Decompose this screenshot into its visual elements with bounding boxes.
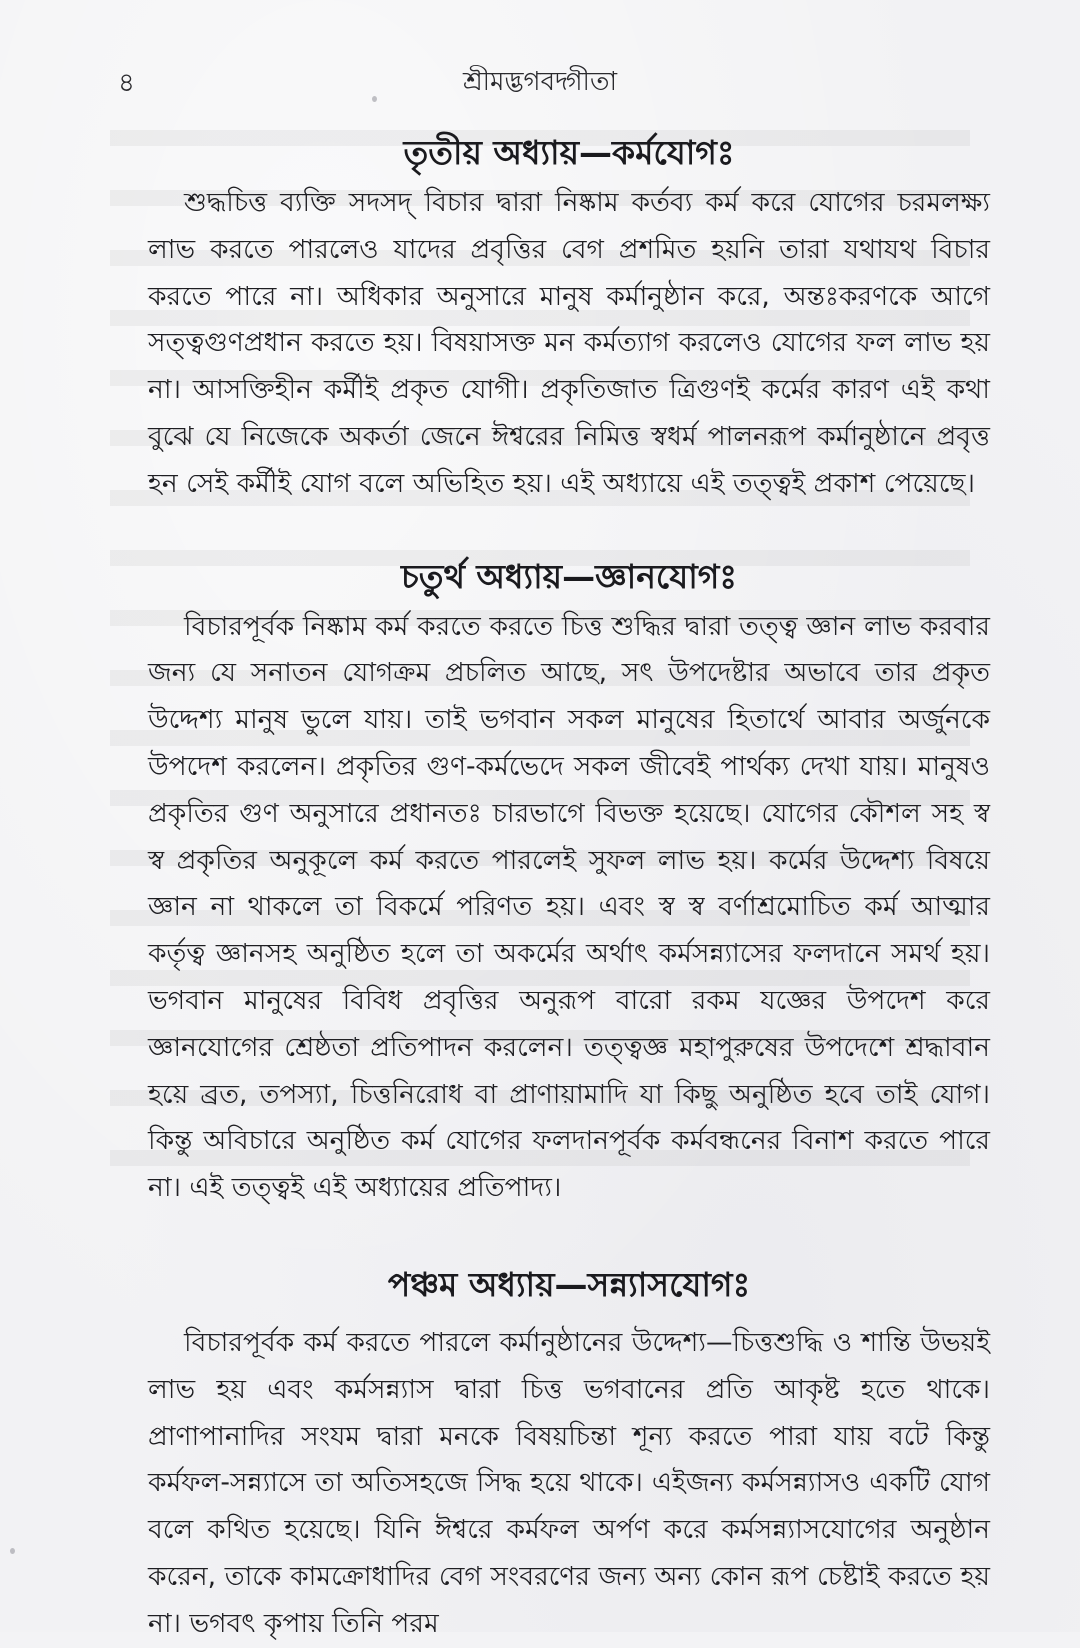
page-content [148, 130, 990, 1648]
chapter-4-section [148, 554, 990, 1212]
chapter-5-section [148, 1262, 990, 1648]
running-header: শ্রীমদ্ভগবদ্গীতা [462, 67, 618, 97]
chapter-heading: তৃতীয় অধ্যায়—কর্মযোগঃ [403, 133, 735, 172]
chapter-3-section [148, 130, 990, 508]
chapter-summary-paragraph: বিচারপূর্বক নিষ্কাম কর্ম করতে করতে চিত্ত শুদ্ধির দ্বারা তত্ত্ব জ্ঞান লাভ করবার জন্য যে সনাতন যোগক্রম প্রচলিত আছে, সৎ উপদেষ্টার অভাবে তার প্রকৃত উদ্দেশ্য মানুষ ভুলে যায়। তাই ভগবান সকল মানুষের হিতার্থে আবার অর্জুনকে উপদেশ করলেন। প্রকৃতির গুণ-কর্মভেদে সকল জীবেই পার্থক্য দেখা যায়। মানুষও প্রকৃতির গুণ অনুসারে প্রধানতঃ চারভাগে বিভক্ত হয়েছে। যোগের কৌশল সহ স্ব স্ব প্রকৃতির অনুকূলে কর্ম করতে পারলেই সুফল লাভ হয়। কর্মের উদ্দেশ্য বিষয়ে জ্ঞান না থাকলে তা বিকর্মে পরিণত হয়। এবং স্ব স্ব বর্ণাশ্রমোচিত কর্ম আত্মার কর্তৃত্ব জ্ঞানসহ অনুষ্ঠিত হলে তা অকর্মের অর্থাৎ কর্মসন্ন্যাসের ফলদানে সমর্থ হয়। ভগবান মানুষের বিবিধ প্রবৃত্তির অনুরূপ বারো রকম যজ্ঞের উপদেশ করে জ্ঞানযোগের শ্রেষ্ঠতা প্রতিপাদন করলেন। তত্ত্বজ্ঞ মহাপুরুষের উপদেশে শ্রদ্ধাবান হয়ে ব্রত, তপস্যা, চিত্তনিরোধ বা প্রাণায়ামাদি যা কিছু অনুষ্ঠিত হবে তাই যোগ। কিন্তু অবিচারে অনুষ্ঠিত কর্ম যোগের ফলদানপূর্বক কর্মবন্ধনের বিনাশ করতে পারে না। এই তত্ত্বই এই অধ্যায়ের প্রতিপাদ্য। [148, 610, 990, 1204]
chapter-heading: পঞ্চম অধ্যায়—সন্ন্যাসযোগঃ [387, 1264, 751, 1304]
page-number: ৪ [118, 68, 135, 98]
chapter-summary-paragraph: বিচারপূর্বক কর্ম করতে পারলে কর্মানুষ্ঠানের উদ্দেশ্য—চিত্তশুদ্ধি ও শান্তি উভয়ই লাভ হয় এবং কর্মসন্ন্যাস দ্বারা চিত্ত ভগবানের প্রতি আকৃষ্ট হতে থাকে। প্রাণাপানাদির সংযম দ্বারা মনকে বিষয়চিন্তা শূন্য করতে পারা যায় বটে কিন্তু কর্মফল-সন্ন্যাসে তা অতিসহজে সিদ্ধ হয়ে থাকে। এইজন্য কর্মসন্ন্যাসও একটি যোগ বলে কথিত হয়েছে। যিনি ঈশ্বরে কর্মফল অর্পণ করে কর্মসন্ন্যাসযোগের অনুষ্ঠান করেন, তাকে কামক্রোধাদির বেগ সংবরণের জন্য অন্য কোন রূপ চেষ্টাই করতে হয় না। ভগবৎ কৃপায় তিনি পরম [148, 1326, 990, 1639]
paper-speck [10, 1548, 15, 1554]
chapter-heading: চতুর্থ অধ্যায়—জ্ঞানযোগঃ [401, 556, 737, 596]
chapter-summary-paragraph: শুদ্ধচিত্ত ব্যক্তি সদসদ্ বিচার দ্বারা নিষ্কাম কর্তব্য কর্ম করে যোগের চরমলক্ষ্য লাভ করতে পারলেও যাদের প্রবৃত্তির বেগ প্রশমিত হয়নি তারা যথাযথ বিচার করতে পারে না। অধিকার অনুসারে মানুষ কর্মানুষ্ঠান করে, অন্তঃকরণকে আগে সত্ত্বগুণপ্রধান করতে হয়। বিষয়াসক্ত মন কর্মত্যাগ করলেও যোগের ফল লাভ হয় না। আসক্তিহীন কর্মীই প্রকৃত যোগী। প্রকৃতিজাত ত্রিগুণই কর্মের কারণ এই কথা বুঝে যে নিজেকে অকর্তা জেনে ঈশ্বরের নিমিত্ত স্বধর্ম পালনরূপ কর্মানুষ্ঠানে প্রবৃত্ত হন সেই কর্মীই যোগ বলে অভিহিত হয়। এই অধ্যায়ে এই তত্ত্বই প্রকাশ পেয়েছে। [148, 187, 990, 499]
